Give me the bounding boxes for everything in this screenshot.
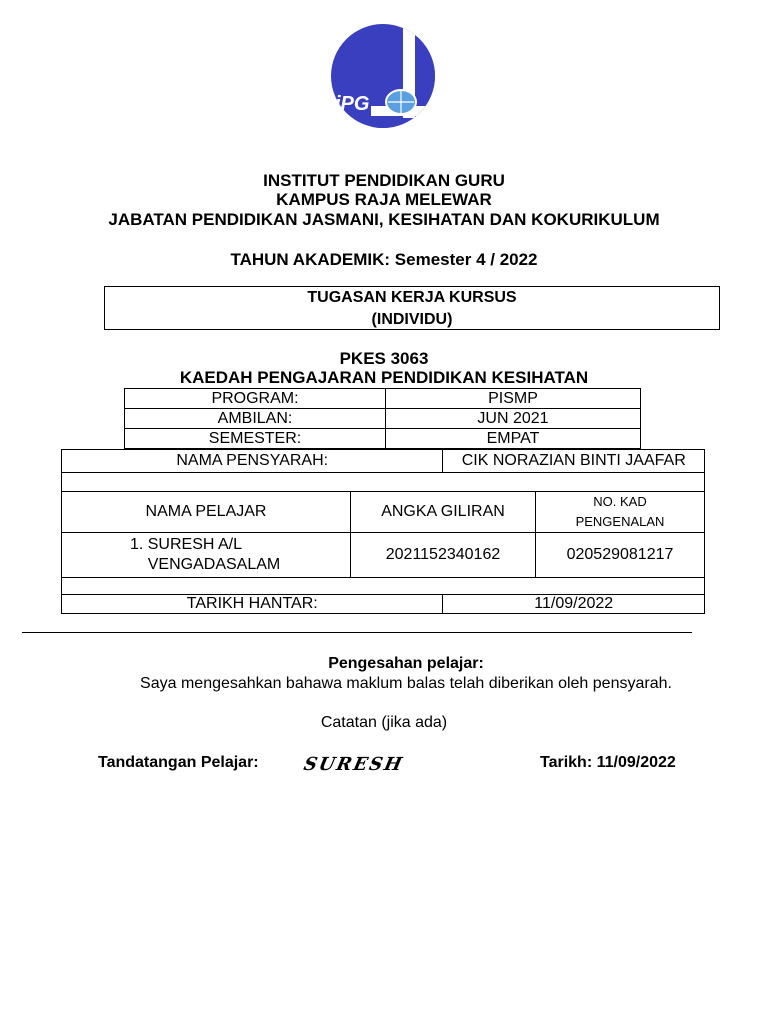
assignment-box <box>104 286 720 330</box>
header-index-number: ANGKA GILIRAN <box>351 492 536 533</box>
empty-row <box>62 578 705 595</box>
table-row <box>125 429 641 449</box>
divider <box>22 632 692 633</box>
student-info-table <box>61 449 705 614</box>
program-value: PISMP <box>386 389 641 409</box>
campus-title: KAMPUS RAJA MELEWAR <box>276 190 492 209</box>
header-ic-number <box>536 492 705 533</box>
table-row <box>62 533 705 578</box>
notes-label: Catatan (jika ada) <box>320 714 448 731</box>
course-name: KAEDAH PENGAJARAN PENDIDIKAN KESIHATAN <box>179 368 589 387</box>
program-info-table <box>124 388 641 449</box>
program-label: PROGRAM: <box>125 389 386 409</box>
academic-year-value: Semester 4 / 2022 <box>394 250 538 269</box>
lecturer-label: NAMA PENSYARAH: <box>62 450 443 473</box>
table-row <box>125 409 641 429</box>
logo-text: iPG <box>335 93 370 115</box>
academic-year-label: TAHUN AKADEMIK: <box>230 250 391 269</box>
student-name <box>62 533 351 578</box>
academic-year <box>0 250 768 270</box>
signature-label: Tandatangan Pelajar: <box>98 754 259 771</box>
confirmation-statement: Saya mengesahkan bahawa maklum balas telah diberikan oleh pensyarah. <box>140 675 672 692</box>
semester-label: SEMESTER: <box>125 429 386 449</box>
header-ic-line1: NO. KAD <box>593 494 647 509</box>
lecturer-value: CIK NORAZIAN BINTI JAAFAR <box>443 450 705 473</box>
student-ic-number: 020529081217 <box>536 533 705 578</box>
signature-date: Tarikh: 11/09/2022 <box>540 754 676 771</box>
course-code: PKES 3063 <box>339 349 429 368</box>
department-title: JABATAN PENDIDIKAN JASMANI, KESIHATAN DAN KOKURIKULUM <box>108 210 660 229</box>
student-signature: SURESH <box>301 754 406 775</box>
assignment-type: TUGASAN KERJA KURSUS <box>307 289 517 306</box>
intake-value: JUN 2021 <box>386 409 641 429</box>
table-row <box>62 473 705 492</box>
student-index-number: 2021152340162 <box>351 533 536 578</box>
submit-date-value: 11/09/2022 <box>443 595 705 614</box>
table-row <box>62 595 705 614</box>
semester-value: EMPAT <box>386 429 641 449</box>
ipg-logo <box>331 18 435 134</box>
table-row <box>125 389 641 409</box>
table-row <box>62 578 705 595</box>
student-name-line1: 1. SURESH A/L <box>129 536 243 553</box>
table-row <box>62 492 705 533</box>
confirmation-title: Pengesahan pelajar: <box>328 655 484 672</box>
submit-date-label: TARIKH HANTAR: <box>62 595 443 614</box>
header-ic-line2: PENGENALAN <box>575 514 665 529</box>
table-row <box>62 450 705 473</box>
header-student-name: NAMA PELAJAR <box>62 492 351 533</box>
intake-label: AMBILAN: <box>125 409 386 429</box>
assignment-mode: (INDIVIDU) <box>371 311 453 328</box>
institution-title: INSTITUT PENDIDIKAN GURU <box>263 171 505 190</box>
student-name-line2: VENGADASALAM <box>147 556 281 573</box>
empty-row <box>62 473 705 492</box>
